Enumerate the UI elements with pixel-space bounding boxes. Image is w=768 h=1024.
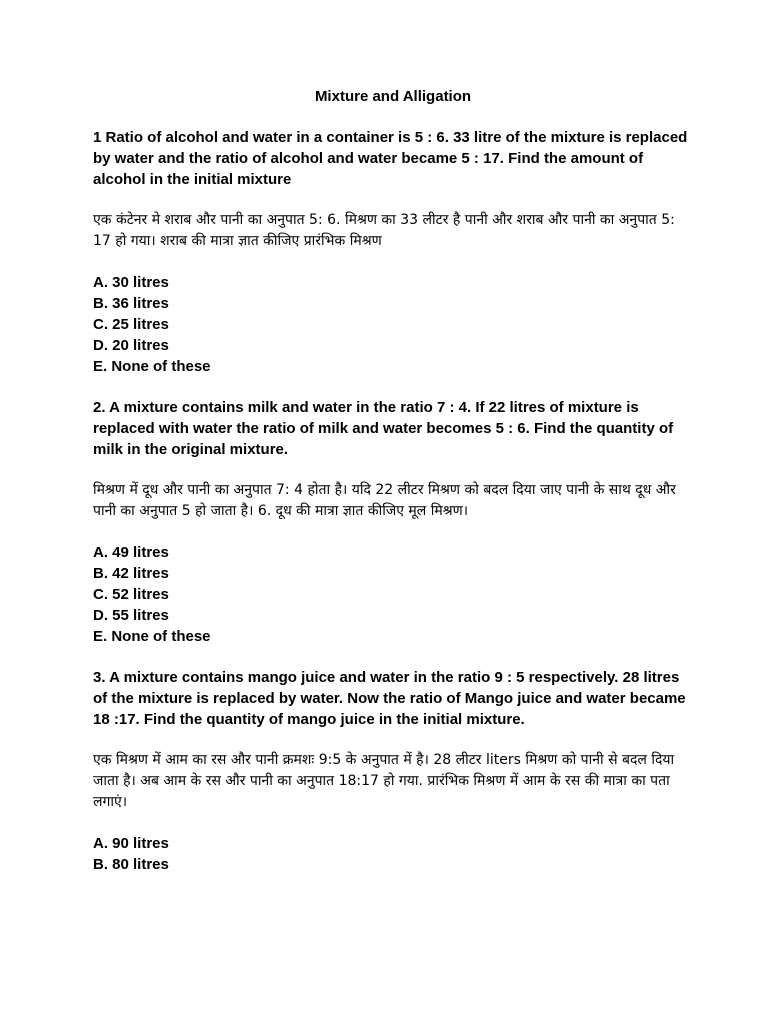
option-c: C. 25 litres xyxy=(93,316,169,333)
question-2-options xyxy=(93,542,693,647)
question-1-hindi-text: एक कंटेनर मे शराब और पानी का अनुपात 5: 6. मिश्रण का 33 लीटर है पानी और शराब और पानी का अनुपात 5: 17 हो गया। शराब की मात्रा ज्ञात कीजिए प्रारंभिक मिश्रण xyxy=(93,212,675,249)
option-b: B. 42 litres xyxy=(93,565,169,582)
option-a: A. 30 litres xyxy=(93,274,169,291)
question-2 xyxy=(93,397,693,647)
document-page xyxy=(93,86,693,895)
option-a: A. 49 litres xyxy=(93,544,169,561)
option-d: D. 20 litres xyxy=(93,337,169,354)
option-c: C. 52 litres xyxy=(93,586,169,603)
question-3-english-text: 3. A mixture contains mango juice and water in the ratio 9 : 5 respectively. 28 litres of the mixture is replaced by water. Now the ratio of Mango juice and water became 18 :17. Find the quantity of mango juice in the initial mixture. xyxy=(93,669,686,728)
option-d: D. 55 litres xyxy=(93,607,169,624)
option-e: E. None of these xyxy=(93,628,211,645)
question-1 xyxy=(93,127,693,377)
option-b: B. 36 litres xyxy=(93,295,169,312)
option-e: E. None of these xyxy=(93,358,211,375)
option-a: A. 90 litres xyxy=(93,835,169,852)
question-1-options xyxy=(93,272,693,377)
question-1-english-text: 1 Ratio of alcohol and water in a container is 5 : 6. 33 litre of the mixture is replaced by water and the ratio of alcohol and water became 5 : 17. Find the amount of alcohol in the initial mixture xyxy=(93,129,688,188)
question-2-hindi-text: मिश्रण में दूध और पानी का अनुपात 7: 4 होता है। यदि 22 लीटर मिश्रण को बदल दिया जाए पानी के साथ दूध और पानी का अनुपात 5 हो जाता है। 6. दूध की मात्रा ज्ञात कीजिए मूल मिश्रण। xyxy=(93,482,676,519)
option-b: B. 80 litres xyxy=(93,856,169,873)
document-title: Mixture and Alligation xyxy=(314,88,472,105)
question-3-options xyxy=(93,833,693,875)
question-3-hindi-text: एक मिश्रण में आम का रस और पानी क्रमशः 9:5 के अनुपात में है। 28 लीटर liters मिश्रण को पानी से बदल दिया जाता है। अब आम के रस और पानी का अनुपात 18:17 हो गया. प्रारंभिक मिश्रण में आम के रस की मात्रा का पता लगाएं। xyxy=(93,752,675,810)
question-2-english-text: 2. A mixture contains milk and water in the ratio 7 : 4. If 22 litres of mixture is replaced with water the ratio of milk and water becomes 5 : 6. Find the quantity of milk in the original mixture. xyxy=(93,399,674,458)
question-3 xyxy=(93,667,693,875)
